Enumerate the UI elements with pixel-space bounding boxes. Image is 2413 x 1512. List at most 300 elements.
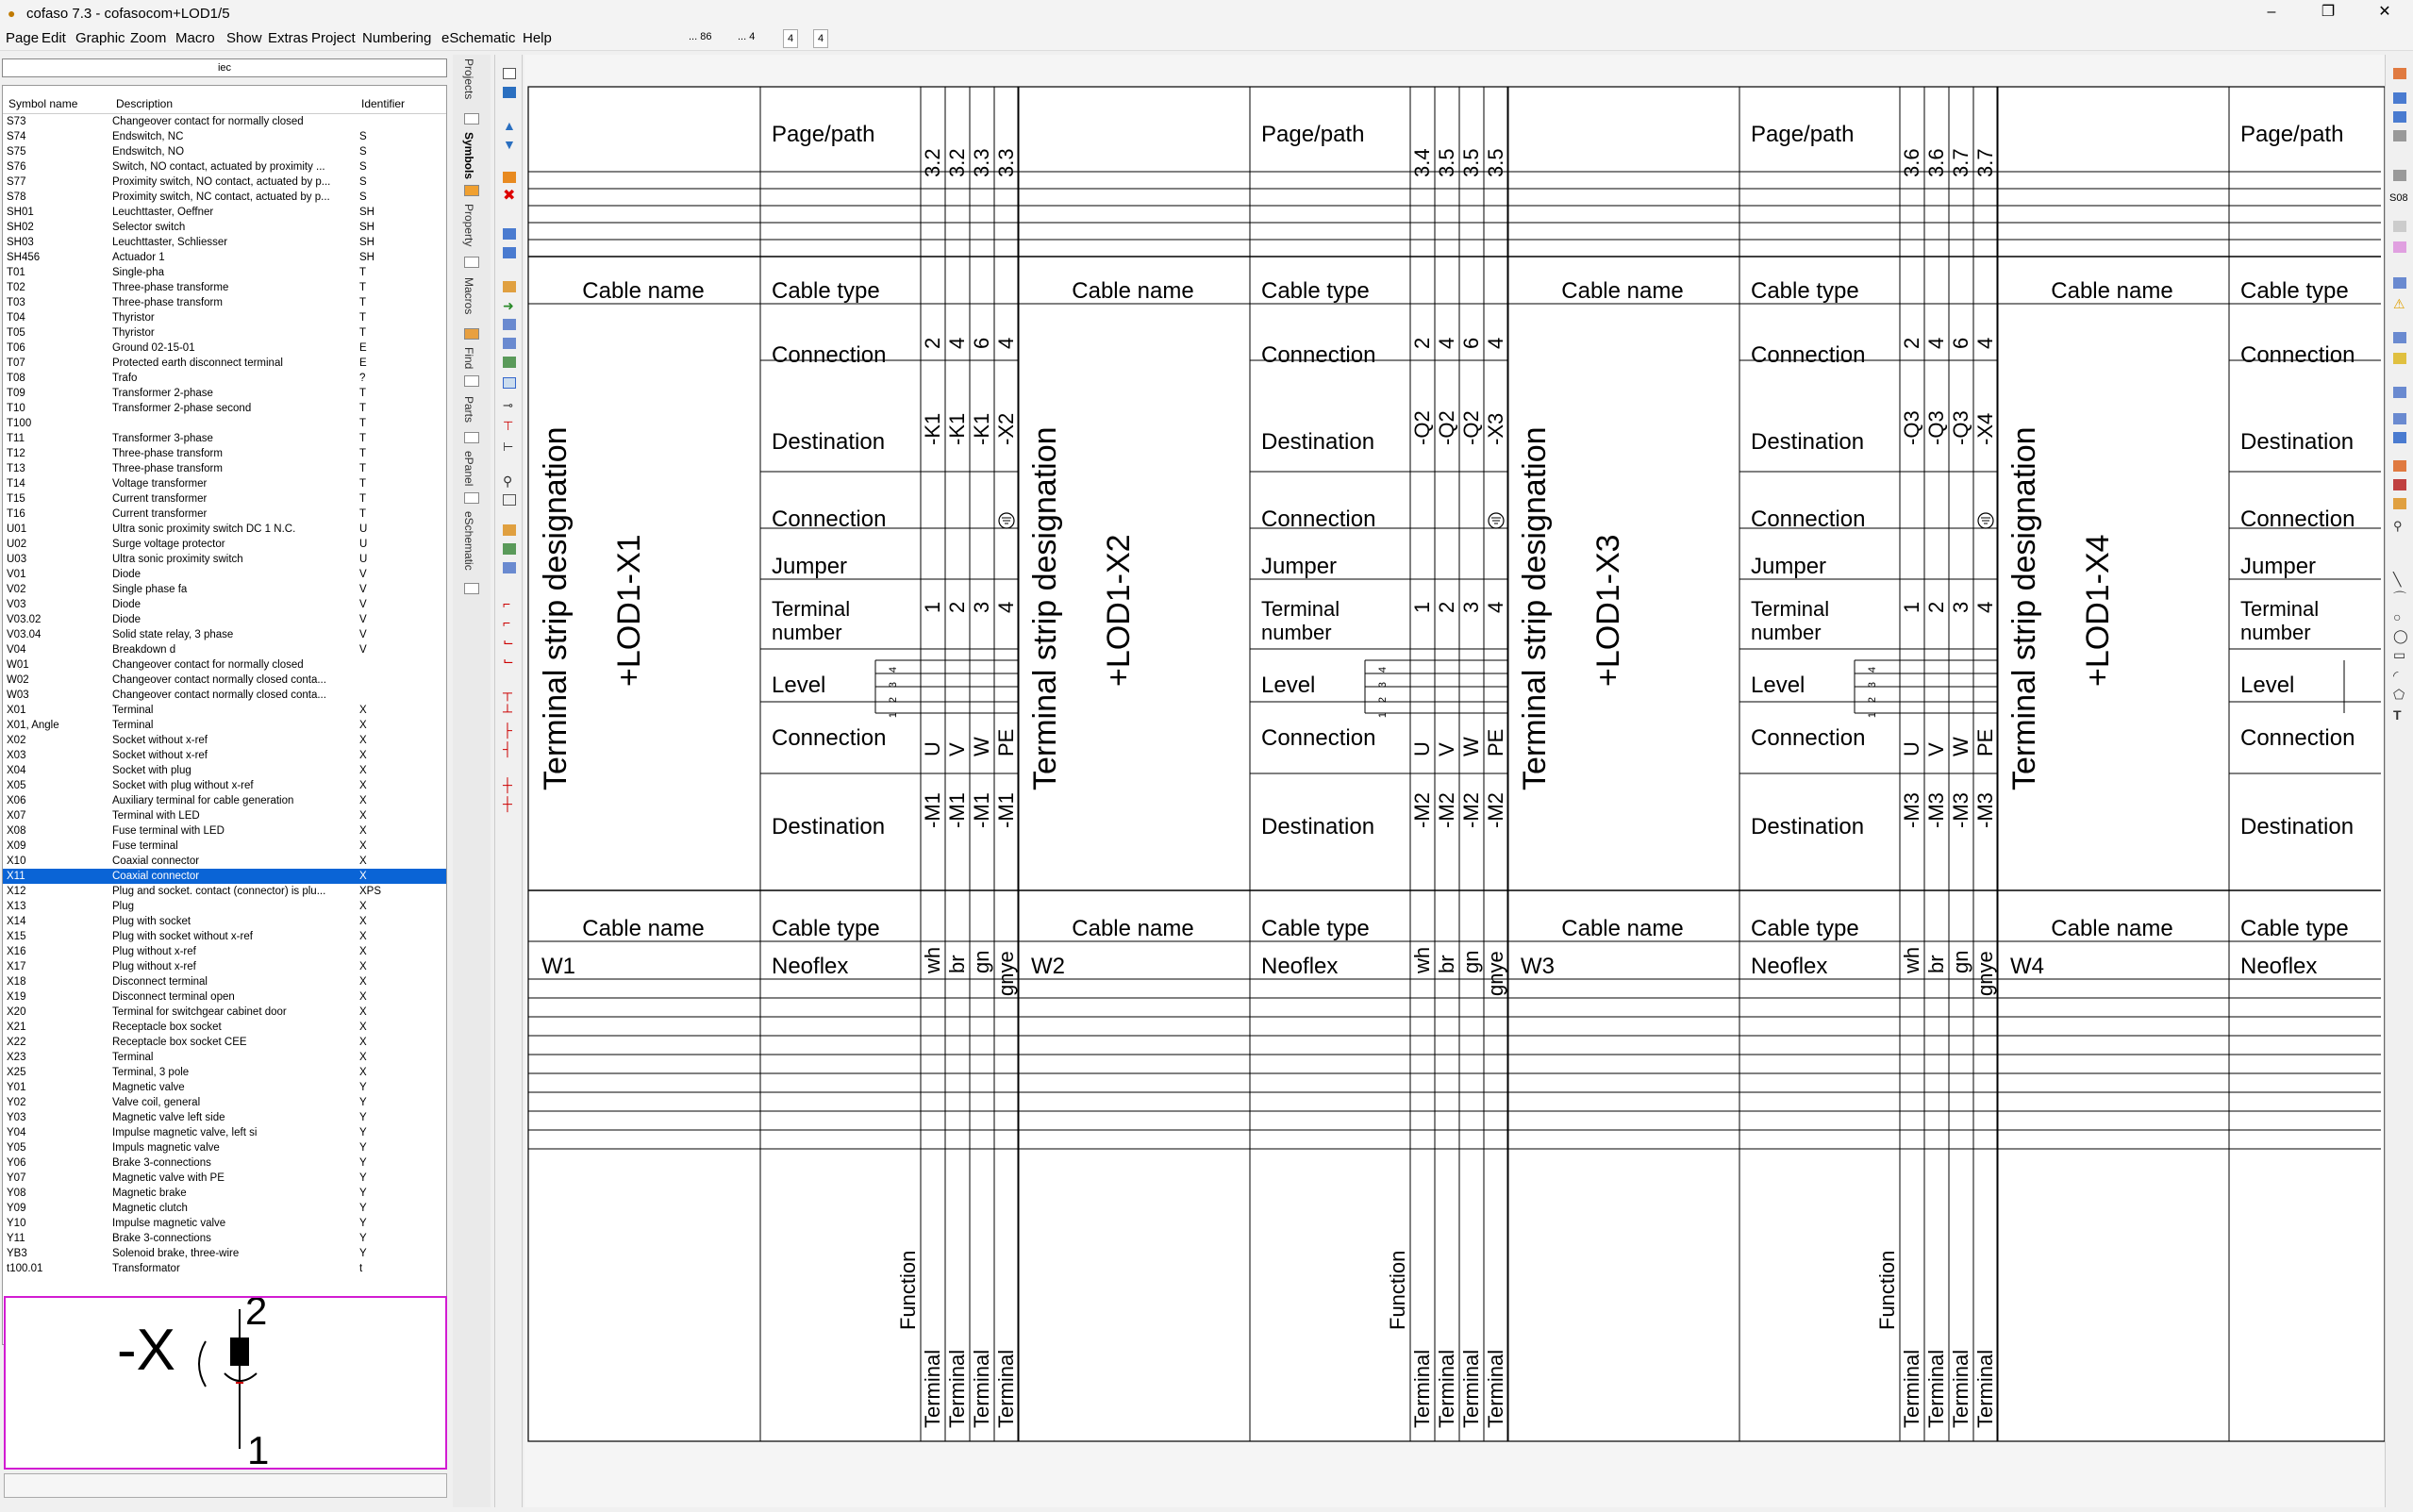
window-icon[interactable] [2393,111,2406,123]
terminal-number-label: number [1751,621,1822,644]
connection-bottom: U [1900,741,1923,756]
menu-graphic[interactable]: Graphic [75,30,125,46]
column-description[interactable]: Description [116,97,174,110]
row-symbol-name: SH456 [7,252,41,263]
connection-bottom: PE [994,728,1018,756]
destination-top: -Q3 [1900,410,1923,445]
connection-top: 2 [921,337,944,349]
row-identifier: E [359,342,367,354]
library-filter[interactable]: iec [2,58,447,77]
toolbar-field-b[interactable]: ... 4 [738,31,756,42]
terminal-diagram-sheet[interactable] [524,55,2385,1507]
cable-type-header: Cable type [1751,278,1859,304]
row-description: Protected earth disconnect terminal [112,357,283,369]
search-icon[interactable]: ⚲ [2393,519,2403,533]
symbol-row[interactable] [3,1186,446,1201]
row-description: Proximity switch, NO contact, actuated by p... [112,176,331,188]
symbol-row[interactable] [3,1140,446,1155]
terminal-number: 3 [1949,601,1972,613]
close-icon[interactable]: ✕ [2378,4,2391,20]
minimize-icon[interactable]: – [2267,4,2276,20]
preview-drawing [6,1298,445,1468]
tool-7-icon[interactable] [2393,460,2406,472]
row-description: Socket without x-ref [112,750,208,761]
tool-5-icon[interactable] [2393,413,2406,424]
connection-top: 6 [1949,337,1972,349]
symbol-row[interactable] [3,1155,446,1171]
tab-property[interactable]: Property [462,204,475,247]
connection-label: Connection [772,342,887,368]
dimension-icon[interactable]: ⊢ [503,440,514,454]
row-symbol-name: SH01 [7,207,34,218]
row-identifier: T [359,448,367,459]
symbol-row[interactable] [3,144,446,159]
tab-projects[interactable]: Projects [462,58,475,100]
junction-4-icon[interactable]: ┤ [503,741,512,756]
up-icon[interactable]: ▲ [503,118,516,133]
row-description: Impuls magnetic valve [112,1142,220,1154]
row-identifier: Y [359,1218,367,1229]
level-number: 2 [888,696,899,704]
row-identifier: X [359,750,367,761]
symbol-row[interactable] [3,642,446,657]
symbol-row[interactable] [3,793,446,808]
tab-find[interactable]: Find [462,347,475,370]
symbol-row[interactable] [3,778,446,793]
right-label: S08 [2389,192,2408,204]
row-description: Three-phase transform [112,463,223,474]
row-identifier: T [359,463,367,474]
symbol-row[interactable] [3,295,446,310]
destination-bottom: -M1 [970,792,993,828]
page-icon[interactable] [2393,221,2406,232]
symbol-row[interactable] [3,386,446,401]
symbol-row[interactable] [3,235,446,250]
symbol-row[interactable] [3,280,446,295]
row-description: Current transformer [112,508,208,520]
row-description: Terminal, 3 pole [112,1067,190,1078]
junction-3-icon[interactable]: ├ [503,723,512,738]
paint-icon[interactable] [503,524,516,536]
row-symbol-name: Y07 [7,1172,26,1184]
row-symbol-name: Y05 [7,1142,26,1154]
symbol-row[interactable] [3,597,446,612]
tab-epanel[interactable]: ePanel [462,451,475,487]
symbol-table [2,85,447,1345]
rss-icon[interactable] [503,172,516,183]
tool-8-icon[interactable] [2393,479,2406,490]
page-path: 3.2 [945,148,969,177]
symbol-row[interactable] [3,808,446,823]
symbol-row[interactable] [3,733,446,748]
row-identifier: S [359,146,367,158]
row-description: Magnetic valve with PE [112,1172,225,1184]
symbol-row[interactable] [3,114,446,129]
symbol-row[interactable] [3,567,446,582]
symbol-row[interactable] [3,854,446,869]
terminal-number: 1 [921,601,944,613]
row-identifier: t [359,1263,363,1274]
row-description: Magnetic valve left side [112,1112,225,1123]
symbol-row[interactable] [3,416,446,431]
symbol-row[interactable] [3,1246,446,1261]
cable-type-header: Cable type [2240,916,2349,941]
menu-page[interactable]: Page [6,30,40,46]
arc-icon[interactable]: ◜ [2393,668,2399,683]
symbol-row[interactable] [3,522,446,537]
page-path: 3.2 [921,148,944,177]
row-symbol-name: X03 [7,750,26,761]
symbol-row[interactable] [3,1231,446,1246]
symbol-row[interactable] [3,763,446,778]
zoom-icon[interactable]: ⚲ [503,474,513,489]
symbol-row[interactable] [3,431,446,446]
symbol-row[interactable] [3,341,446,356]
row-symbol-name: S75 [7,146,26,158]
symbol-row[interactable] [3,718,446,733]
symbol-row[interactable] [3,129,446,144]
row-description: Coaxial connector [112,856,200,867]
row-symbol-name: Y04 [7,1127,26,1138]
line-tool-icon[interactable]: ⊸ [503,398,513,412]
select-icon[interactable] [503,377,516,389]
row-symbol-name: X21 [7,1022,26,1033]
row-identifier: Y [359,1172,367,1184]
menu-project[interactable]: Project [311,30,356,46]
symbol-row[interactable] [3,627,446,642]
cable-core: wh [921,946,944,973]
symbol-row[interactable] [3,205,446,220]
paste-icon[interactable] [503,247,516,258]
cable-core: gn [970,950,993,973]
row-identifier: X [359,991,367,1003]
terminal-number: 3 [1459,601,1483,613]
row-identifier: X [359,1067,367,1078]
corner-4-icon[interactable]: ⌙ [503,653,514,668]
symbol-row[interactable] [3,1201,446,1216]
symbol-row[interactable] [3,748,446,763]
junction-2-icon[interactable]: ┴ [503,704,512,719]
symbol-row[interactable] [3,1035,446,1050]
row-identifier: X [359,765,367,776]
row-symbol-name: Y10 [7,1218,26,1229]
tab-parts[interactable]: Parts [462,396,475,424]
polygon-icon[interactable]: ⬠ [2393,687,2405,702]
symbol-row[interactable] [3,552,446,567]
row-identifier: U [359,554,368,565]
symbol-row[interactable] [3,310,446,325]
symbol-row[interactable] [3,265,446,280]
strip-name: +LOD1-X1 [611,534,647,687]
arrow-right-icon[interactable]: ➜ [503,298,514,313]
tool-9-icon[interactable] [2393,498,2406,509]
down-icon[interactable]: ▼ [503,137,516,152]
row-identifier: X [359,840,367,852]
tab-eschematic[interactable]: eSchematic [462,511,475,571]
symbol-row[interactable] [3,989,446,1005]
column-symbol-name[interactable]: Symbol name [8,97,78,110]
preview-designator: -X [117,1318,175,1383]
menu-help[interactable]: Help [523,30,552,46]
terminal-number-label: number [1261,621,1332,644]
line-icon[interactable]: ╲ [2393,572,2402,587]
symbol-row[interactable] [3,612,446,627]
terminal-number: 1 [1410,601,1434,613]
level-number: 3 [1867,681,1878,689]
export-icon[interactable] [2393,68,2406,79]
page-path: 3.7 [1949,148,1972,177]
symbol-row[interactable] [3,356,446,371]
copy-icon[interactable] [503,228,516,240]
symbol-row[interactable] [3,1005,446,1020]
row-description: Thyristor [112,327,155,339]
row-description: Changeover contact for normally closed [112,116,304,127]
row-symbol-name: X19 [7,991,26,1003]
row-identifier: X [359,901,367,912]
pencil-icon[interactable] [503,338,516,349]
symbol-row[interactable] [3,1020,446,1035]
rectangle-icon[interactable]: ▭ [2393,647,2406,662]
window-title: cofaso 7.3 - cofasocom+LOD1/5 [26,6,230,22]
level-number: 3 [1377,681,1389,689]
row-symbol-name: SH02 [7,222,34,233]
text-tool-icon[interactable]: T [2393,707,2402,723]
row-description: Trafo [112,373,138,384]
cable-name-header: Cable name [582,916,705,941]
row-identifier: S [359,161,367,173]
ellipse-icon[interactable]: ◯ [2393,628,2408,643]
row-symbol-name: T06 [7,342,25,354]
symbol-row[interactable] [3,673,446,688]
symbol-row[interactable] [3,1125,446,1140]
new-page-icon[interactable] [503,68,516,79]
fill-icon[interactable] [503,543,516,555]
symbol-row[interactable] [3,688,446,703]
toolbar-field-a[interactable]: ... 86 [689,31,712,42]
row-description: Transformator [112,1263,180,1274]
pen-icon[interactable] [503,319,516,330]
cross-1-icon[interactable]: ┼ [503,777,512,792]
terminal-number-label: Terminal [1751,597,1830,621]
print-icon[interactable] [2393,130,2406,141]
menu-edit[interactable]: Edit [42,30,66,46]
row-symbol-name: X06 [7,795,26,806]
symbol-row[interactable] [3,582,446,597]
symbol-row[interactable] [3,250,446,265]
page-path: 3.6 [1924,148,1948,177]
symbol-row[interactable] [3,884,446,899]
row-symbol-name: Y02 [7,1097,26,1108]
cable-core: wh [1900,946,1923,973]
row-symbol-name: X16 [7,946,26,957]
row-description: Plug [112,901,135,912]
symbol-row[interactable] [3,1080,446,1095]
symbol-row[interactable] [3,371,446,386]
tab-symbols[interactable]: Symbols [462,132,475,180]
terminal-function: Terminal [1900,1349,1923,1428]
cable-core: br [1435,955,1458,973]
symbol-row[interactable] [3,1065,446,1080]
menu-macro[interactable]: Macro [175,30,215,46]
connection-bottom: V [1924,742,1948,756]
cross-2-icon[interactable]: ┼ [503,796,512,811]
row-symbol-name: T05 [7,327,25,339]
terminal-number: 4 [1973,601,1997,613]
layout-icon[interactable] [2393,92,2406,104]
symbol-row[interactable] [3,944,446,959]
symbol-row[interactable] [3,839,446,854]
connection-top: 4 [945,337,969,349]
row-description: Single-pha [112,267,164,278]
row-symbol-name: Y08 [7,1188,26,1199]
symbol-row[interactable] [3,174,446,190]
wire-icon[interactable] [503,357,516,368]
connection-bottom: V [945,742,969,756]
connection-top: 6 [1459,337,1483,349]
symbol-row[interactable] [3,959,446,974]
row-description: Changeover contact normally closed conta... [112,690,326,701]
menu-show[interactable]: Show [226,30,262,46]
restore-icon[interactable]: ❐ [2321,4,2336,20]
row-identifier: X [359,1037,367,1048]
destination-top: -Q3 [1924,410,1948,445]
warning-icon[interactable]: ⚠ [2393,296,2405,311]
delete-icon[interactable]: ✖ [503,188,516,204]
symbol-row[interactable] [3,929,446,944]
symbol-row[interactable] [3,899,446,914]
row-description: Leuchttaster, Oeffner [112,207,214,218]
symbol-row[interactable] [3,461,446,476]
row-description: Plug with socket without x-ref [112,931,253,942]
connection-top: 4 [1924,337,1948,349]
symbol-row[interactable] [3,823,446,839]
symbol-preview [4,1296,447,1470]
row-description: Disconnect terminal open [112,991,235,1003]
row-symbol-name: T11 [7,433,25,444]
save-icon[interactable] [503,87,516,98]
symbol-row[interactable] [3,1110,446,1125]
symbol-row[interactable] [3,537,446,552]
brush-icon[interactable] [503,281,516,292]
destination-top: -K1 [945,412,969,445]
tag-icon[interactable] [2393,241,2406,253]
destination-label: Destination [772,429,886,455]
symbol-row[interactable] [3,914,446,929]
symbol-row[interactable] [3,507,446,522]
cable-type: Neoflex [1261,954,1339,979]
toolbar-field-d[interactable]: 4 [813,29,828,48]
symbol-row[interactable] [3,1216,446,1231]
toolbar-field-c[interactable]: 4 [783,29,798,48]
symbol-row[interactable] [3,1261,446,1276]
symbol-row[interactable] [3,869,446,884]
page-path: 3.5 [1459,148,1483,177]
tool-1-icon[interactable] [2393,277,2406,289]
row-description: Plug and socket. contact (connector) is plu... [112,886,326,897]
row-identifier: SH [359,207,374,218]
column-identifier[interactable]: Identifier [361,97,406,110]
row-description: Auxiliary terminal for cable generation [112,795,294,806]
level-number: 4 [888,666,899,673]
row-symbol-name: X17 [7,961,26,972]
side-tabs [453,55,491,1507]
row-symbol-name: V02 [7,584,26,595]
tab-macros[interactable]: Macros [462,277,475,315]
symbol-row[interactable] [3,491,446,507]
row-symbol-name: X05 [7,780,26,791]
terminal-function: Terminal [994,1349,1018,1428]
menu-bar [0,26,2413,51]
connection-bottom: V [1435,742,1458,756]
symbol-row[interactable] [3,1171,446,1186]
symbol-row[interactable] [3,476,446,491]
marker-icon[interactable]: ⊤ [503,419,514,433]
symbol-row[interactable] [3,190,446,205]
row-symbol-name: X18 [7,976,26,988]
symbol-row[interactable] [3,974,446,989]
cable-type-header: Cable type [1261,278,1370,304]
frame-icon[interactable] [503,494,516,506]
menu-zoom[interactable]: Zoom [130,30,167,46]
corner-1-icon[interactable]: ⌐ [503,596,511,611]
strip-designation-label: Terminal strip designation [538,426,574,790]
symbol-row[interactable] [3,159,446,174]
terminal-number: 4 [994,601,1018,613]
symbol-row[interactable] [3,446,446,461]
row-symbol-name: S78 [7,191,26,203]
junction-1-icon[interactable]: ┬ [503,685,512,700]
drawing-canvas[interactable] [524,55,2385,1507]
row-identifier: V [359,599,367,610]
tool-2-icon[interactable] [2393,332,2406,343]
curve-icon[interactable]: ⌒ [2393,590,2406,606]
tool-3-icon[interactable] [2393,353,2406,364]
row-identifier: T [359,267,367,278]
symbol-row[interactable] [3,325,446,341]
connection-top: 2 [1900,337,1923,349]
symbol-row[interactable] [3,220,446,235]
row-description: Diode [112,569,141,580]
row-symbol-name: W03 [7,690,29,701]
corner-3-icon[interactable]: ⌙ [503,634,514,649]
symbol-row[interactable] [3,401,446,416]
symbol-row[interactable] [3,657,446,673]
menu-eschematic[interactable]: eSchematic [441,30,516,46]
menu-numbering[interactable]: Numbering [362,30,432,46]
row-identifier: T [359,508,367,520]
edit-icon[interactable] [503,562,516,573]
level-number: 2 [1377,696,1389,704]
symbol-row[interactable] [3,1095,446,1110]
row-symbol-name: X02 [7,735,26,746]
tool-6-icon[interactable] [2393,432,2406,443]
terminal-function: Terminal [1484,1349,1507,1428]
row-identifier: X [359,795,367,806]
tool-4-icon[interactable] [2393,387,2406,398]
destination-label: Destination [1261,429,1375,455]
circle-icon[interactable]: ○ [2393,609,2402,624]
page-path: 3.6 [1900,148,1923,177]
symbol-row[interactable] [3,703,446,718]
row-symbol-name: T15 [7,493,25,505]
lock-icon[interactable] [2393,170,2406,181]
corner-2-icon[interactable]: ⌐ [503,615,511,630]
cable-core: gnye [1973,951,1997,996]
symbol-row[interactable] [3,1050,446,1065]
connection-top: 4 [1484,337,1507,349]
menu-extras[interactable]: Extras [268,30,308,46]
cable-core: gnye [1484,951,1507,996]
